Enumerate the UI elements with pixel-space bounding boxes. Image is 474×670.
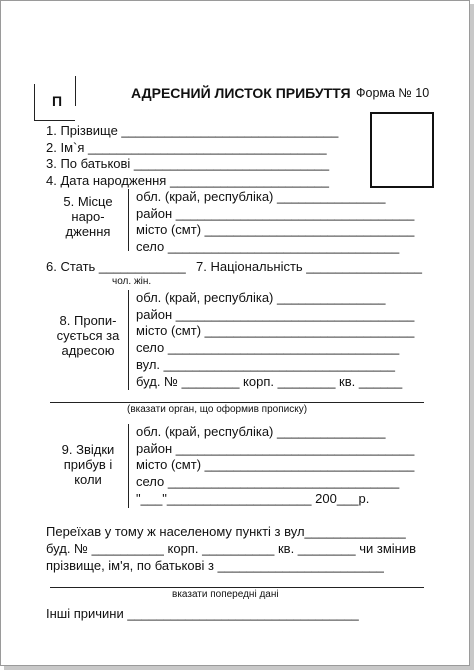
birthplace-village: село ________________________________ (136, 239, 400, 254)
birthplace-bracket (128, 189, 129, 251)
sex-field: 6. Стать ____________ (46, 259, 186, 274)
authority-hint: (вказати орган, що оформив прописку) (127, 404, 308, 415)
arrived-from-label: 9. Звідки прибув і коли (61, 442, 115, 487)
arrived-date: "___"____________________ 200___р. (136, 491, 370, 506)
arrived-town: місто (смт) _____________________________ (136, 457, 415, 472)
arrived-district: район _________________________________ (136, 441, 415, 456)
birth-date-field: 4. Дата народження ______________________ (46, 173, 330, 188)
moved-line: Переїхав у тому ж населеному пункті з вул______________ (46, 524, 406, 539)
previous-data-line (50, 587, 424, 588)
other-reasons: Інші причини ________________________________ (46, 606, 359, 621)
name-change-line: прізвище, ім'я, по батькові з _______________________ (46, 558, 384, 573)
arrived-village: село ________________________________ (136, 474, 400, 489)
registration-building: буд. № ________ корп. ________ кв. ______ (136, 374, 403, 389)
registration-label: 8. Пропи-сується за адресою (56, 313, 120, 358)
arrived-from-bracket (128, 424, 129, 508)
birthplace-label: 5. Місце наро-дження (63, 194, 113, 239)
registration-town: місто (смт) _____________________________ (136, 323, 415, 338)
birthplace-region: обл. (край, республіка) _______________ (136, 189, 386, 204)
nationality-field: 7. Національність ________________ (196, 259, 422, 274)
photo-box (370, 112, 434, 188)
form-title: АДРЕСНИЙ ЛИСТОК ПРИБУТТЯ (131, 85, 351, 101)
registration-village: село ________________________________ (136, 340, 400, 355)
registration-district: район _________________________________ (136, 307, 415, 322)
patronymic-field: 3. По батькові ___________________________ (46, 156, 330, 171)
name-field: 2. Ім`я _________________________________ (46, 140, 327, 155)
surname-field: 1. Прізвище ______________________________ (46, 123, 339, 138)
registration-bracket (128, 290, 129, 390)
birthplace-town: місто (смт) _____________________________ (136, 222, 415, 237)
birthplace-district: район _________________________________ (136, 206, 415, 221)
registration-region: обл. (край, республіка) _______________ (136, 290, 386, 305)
previous-data-hint: вказати попередні дані (172, 589, 279, 600)
corner-letter: П (52, 93, 63, 109)
form-number: Форма № 10 (356, 86, 430, 100)
authority-line (50, 402, 424, 403)
arrived-region: обл. (край, республіка) _______________ (136, 424, 386, 439)
registration-street: вул. ________________________________ (136, 357, 396, 372)
building-line: буд. № __________ корп. __________ кв. ________ чи змінив (46, 541, 417, 556)
sex-options: чол. жін. (112, 276, 152, 287)
